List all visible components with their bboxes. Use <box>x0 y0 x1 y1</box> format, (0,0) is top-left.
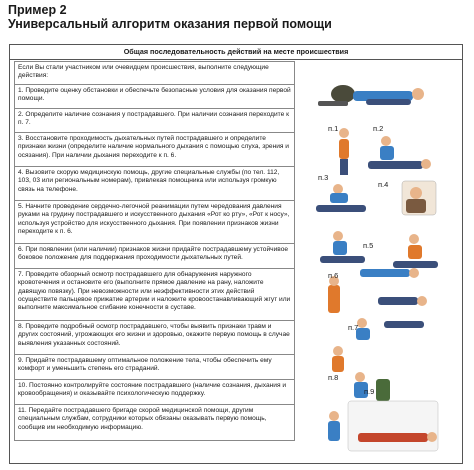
lying-victim-illustration <box>318 85 424 106</box>
step-1: 1. Проведите оценку обстановки и обеспечьте безопасные условия для оказания первой помощи. <box>14 85 295 109</box>
label-p2: п.2 <box>373 124 384 133</box>
label-p9: п.9 <box>364 387 375 396</box>
phone-call-figure <box>402 181 436 215</box>
bleeding-control-figure <box>332 318 424 372</box>
example-label: Пример 2 <box>8 3 67 17</box>
label-p8: п.8 <box>328 373 339 382</box>
assessment-figure <box>339 128 349 175</box>
steps-list <box>14 61 295 441</box>
cpr-figure <box>320 231 438 268</box>
step-intro: Если Вы стали участником или очевидцем происшествия, выполните следующие действия: <box>14 61 295 85</box>
step-2: 2. Определите наличие сознания у пострадавшего. При наличии сознания переходите к п. 7. <box>14 109 295 133</box>
step-9: 9. Придайте пострадавшему оптимальное положение тела, чтобы обеспечить ему комфорт и уменьшить степень его страданий. <box>14 355 295 380</box>
step-7: 7. Проведите обзорный осмотр пострадавшего для обнаружения наружного кровотечения и остановите его (выполните прямое давление на рану, наложите давящую повязку). При невозможности или неэффективности этих действий осуществите пальцевое прижатие артерии и наложите кровоостанавливающий жгут или выполните максимальное сгибание конечности в суставе. <box>14 269 295 321</box>
page-title: Универсальный алгоритм оказания первой помощи <box>8 17 332 31</box>
step-3: 3. Восстановите проходимость дыхательных путей пострадавшего и определите признаки жизни (определите наличие нормального дыхания с помощью слуха, зрения и осязания). При наличии дыхания переходите к п. 6. <box>14 133 295 167</box>
label-p3: п.3 <box>318 173 329 182</box>
airway-figure <box>316 184 366 212</box>
step-5: 5. Начните проведение сердечно-легочной реанимации путем чередования давления руками на грудину пострадавшего и искусственного дыхания «Рот ко рту», «Рот к носу», используя устройство для искусственного дыхания. При появлении признаков жизни переходите к п. 6. <box>14 201 295 244</box>
step-11: 11. Передайте пострадавшего бригаде скорой медицинской помощи, другим специальным службам, сотрудники которых обязаны оказывать первую помощь, сообщив им необходимую информацию. <box>14 405 295 441</box>
label-p6: п.6 <box>328 271 339 280</box>
consciousness-check-figure <box>368 136 431 169</box>
step-10: 10. Постоянно контролируйте состояние пострадавшего (наличие сознания, дыхания и кровообращения) и оказывайте психологическую поддержку. <box>14 380 295 405</box>
first-aid-illustrations <box>298 61 460 461</box>
label-p5: п.5 <box>363 241 374 250</box>
recovery-position-figure <box>328 268 427 313</box>
label-p1: п.1 <box>328 124 339 133</box>
step-4: 4. Вызовите скорую медицинскую помощь, другие специальные службы (по тел. 112, 103, 03 или региональным номерам), привлекая помощника или используя громкую связь на телефоне. <box>14 167 295 201</box>
handover-figure <box>328 401 438 451</box>
step-8: 8. Проведите подробный осмотр пострадавшего, чтобы выявить признаки травм и других состояний, угрожающих его жизни и здоровью, окажите первую помощь в случае выявления указанных состояний. <box>14 321 295 355</box>
table-heading: Общая последовательность действий на месте происшествия <box>9 44 463 60</box>
step-6: 6. При появлении (или наличии) признаков жизни придайте пострадавшему устойчивое боковое положение для поддержания проходимости дыхательных путей. <box>14 244 295 269</box>
header <box>8 3 332 32</box>
label-p4: п.4 <box>378 180 389 189</box>
label-p7: п.7 <box>348 323 359 332</box>
illustrations-panel <box>298 61 460 461</box>
